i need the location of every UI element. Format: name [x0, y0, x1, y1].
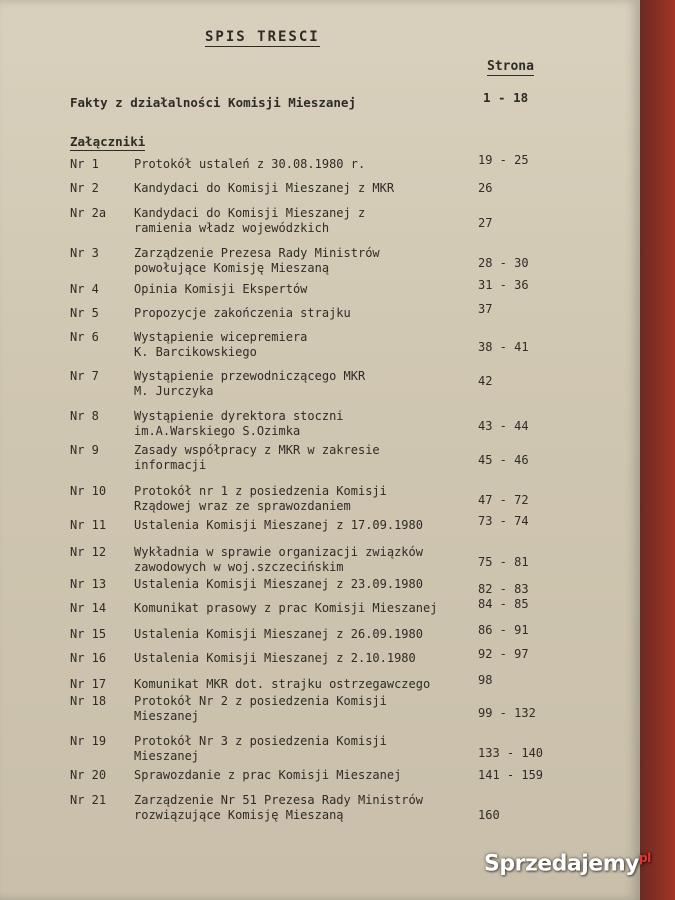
entry-title-line: Protokół Nr 3 z posiedzenia Komisji: [134, 734, 387, 748]
entry-title: [134, 246, 474, 276]
entry-title-line: Ustalenia Komisji Mieszanej z 17.09.1980: [134, 518, 423, 532]
entry-number: Nr 12: [70, 545, 107, 559]
entry-pages: 45 - 46: [478, 453, 529, 467]
entry-title: [134, 627, 474, 642]
entry-title-line: M. Jurczyka: [134, 384, 214, 398]
entry-title-line: Ustalenia Komisji Mieszanej z 23.09.1980: [134, 577, 423, 591]
entry-number: Nr 10: [70, 484, 107, 498]
entry-title-line: im.A.Warskiego S.Ozimka: [134, 424, 301, 438]
entry-title-line: Zasady współpracy z MKR w zakresie: [134, 443, 380, 457]
entry-title-line: Zarządzenie Prezesa Rady Ministrów: [134, 246, 380, 260]
entry-number: Nr 3: [70, 246, 99, 260]
entry-title: [134, 677, 474, 692]
entry-title-line: Komunikat prasowy z prac Komisji Mieszanej: [134, 601, 438, 615]
entry-title-line: Propozycje zakończenia strajku: [134, 306, 351, 320]
entry-title: [134, 306, 474, 321]
entry-title-line: Protokół Nr 2 z posiedzenia Komisji: [134, 694, 387, 708]
entry-title-line: Kandydaci do Komisji Mieszanej z MKR: [134, 181, 395, 195]
entry-title: [134, 181, 474, 196]
entry-title: [134, 369, 474, 399]
entry-pages: 86 - 91: [478, 623, 529, 637]
entry-pages: 47 - 72: [478, 493, 529, 507]
entry-pages: 98: [478, 673, 493, 687]
entry-title: [134, 484, 474, 514]
entry-title: [134, 282, 474, 297]
entry-number: Nr 2a: [70, 206, 107, 220]
entry-title-line: Wystąpienie przewodniczącego MKR: [134, 369, 366, 383]
entry-title-line: Protokół ustaleń z 30.08.1980 r.: [134, 157, 366, 171]
entry-number: Nr 7: [70, 369, 99, 383]
entry-number: Nr 1: [70, 157, 99, 171]
entry-title: [134, 157, 474, 172]
entry-title: [134, 409, 474, 439]
entry-title: [134, 651, 474, 666]
entry-title-line: Ustalenia Komisji Mieszanej z 26.09.1980: [134, 627, 423, 641]
entry-pages: 43 - 44: [478, 419, 529, 433]
entry-pages: 27: [478, 216, 493, 230]
entry-number: Nr 6: [70, 330, 99, 344]
entry-number: Nr 20: [70, 768, 107, 782]
entry-title-line: Opinia Komisji Ekspertów: [134, 282, 308, 296]
entry-title-line: Ustalenia Komisji Mieszanej z 2.10.1980: [134, 651, 416, 665]
entry-pages: 75 - 81: [478, 555, 529, 569]
entry-title: [134, 206, 474, 236]
entry-title-line: zawodowych w woj.szczecińskim: [134, 560, 344, 574]
entry-title: [134, 518, 474, 533]
entry-title-line: Mieszanej: [134, 709, 200, 723]
entry-title: [134, 768, 474, 783]
entry-pages: 42: [478, 374, 493, 388]
entry-title: [134, 734, 474, 764]
summary-pages: 1 - 18: [483, 90, 529, 105]
page-title: SPIS TRESCI: [205, 29, 320, 45]
entry-pages: 31 - 36: [478, 278, 529, 292]
entry-title: [134, 694, 474, 724]
entry-pages: 26: [478, 181, 493, 195]
entry-pages: 73 - 74: [478, 514, 529, 528]
entry-title-line: Komunikat MKR dot. strajku ostrzegawczego: [134, 677, 431, 691]
watermark-logo: [484, 851, 651, 876]
entry-pages: 84 - 85: [478, 597, 529, 611]
table-edge: [635, 0, 675, 900]
entry-pages: 99 - 132: [478, 706, 536, 720]
entry-number: Nr 5: [70, 306, 99, 320]
entry-pages: 141 - 159: [478, 768, 544, 782]
entry-title-line: Sprawozdanie z prac Komisji Mieszanej: [134, 768, 402, 782]
entry-number: Nr 14: [70, 601, 107, 615]
entry-number: Nr 21: [70, 793, 107, 807]
entry-pages: 92 - 97: [478, 647, 529, 661]
page-column-label: Strona: [487, 59, 534, 74]
entry-title-line: Wystąpienie wicepremiera: [134, 330, 308, 344]
entry-title: [134, 330, 474, 360]
entry-title-line: Rządowej wraz ze sprawozdaniem: [134, 499, 351, 513]
entry-number: Nr 18: [70, 694, 107, 708]
entry-number: Nr 15: [70, 627, 107, 641]
entry-number: Nr 8: [70, 409, 99, 423]
entry-pages: 160: [478, 808, 500, 822]
watermark-text: Sprzedajemy: [484, 851, 639, 877]
entry-number: Nr 13: [70, 577, 107, 591]
entry-pages: 82 - 83: [478, 582, 529, 596]
entry-number: Nr 2: [70, 181, 99, 195]
entry-title-line: Wystąpienie dyrektora stoczni: [134, 409, 344, 423]
entry-number: Nr 11: [70, 518, 107, 532]
entry-title-line: ramienia władz wojewódzkich: [134, 221, 330, 235]
entry-title-line: Protokół nr 1 z posiedzenia Komisji: [134, 484, 387, 498]
entry-pages: 19 - 25: [478, 153, 529, 167]
entry-title: [134, 545, 474, 575]
entry-title: [134, 793, 474, 823]
entry-pages: 38 - 41: [478, 340, 529, 354]
watermark-suffix: pl: [639, 851, 651, 865]
attachments-heading: Załączniki: [70, 134, 146, 149]
entry-pages: 133 - 140: [478, 746, 544, 760]
entry-title: [134, 443, 474, 473]
entry-number: Nr 16: [70, 651, 107, 665]
entry-title-line: K. Barcikowskiego: [134, 345, 257, 359]
entry-title-line: Mieszanej: [134, 749, 200, 763]
entry-number: Nr 4: [70, 282, 99, 296]
entry-title-line: rozwiązujące Komisję Mieszaną: [134, 808, 344, 822]
entry-pages: 28 - 30: [478, 256, 529, 270]
entry-title-line: Kandydaci do Komisji Mieszanej z: [134, 206, 366, 220]
entry-number: Nr 17: [70, 677, 107, 691]
entry-title-line: Wykładnia w sprawie organizacji związków: [134, 545, 423, 559]
entry-number: Nr 19: [70, 734, 107, 748]
entry-pages: 37: [478, 302, 493, 316]
entry-title-line: powołujące Komisję Mieszaną: [134, 261, 330, 275]
summary-title: Fakty z działalności Komisji Mieszanej: [70, 95, 356, 110]
entry-title: [134, 577, 474, 592]
entry-title-line: informacji: [134, 458, 207, 472]
entry-number: Nr 9: [70, 443, 99, 457]
entry-title-line: Zarządzenie Nr 51 Prezesa Rady Ministrów: [134, 793, 423, 807]
entry-title: [134, 601, 474, 616]
